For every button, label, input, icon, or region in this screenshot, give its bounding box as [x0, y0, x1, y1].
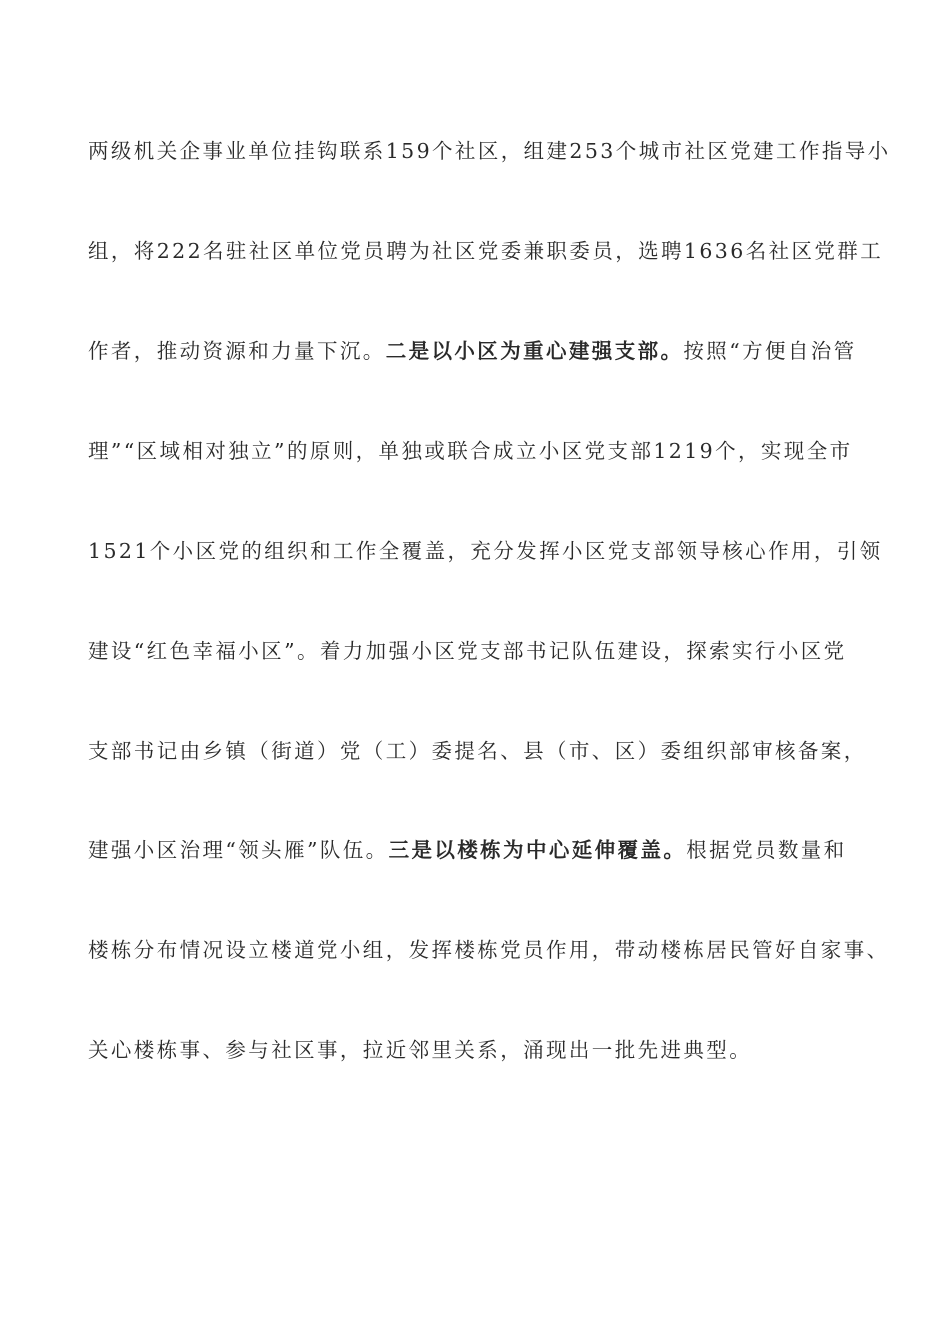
paragraph-line: 两级机关企事业单位挂钩联系159个社区，组建253个城市社区党建工作指导小 — [88, 139, 891, 163]
paragraph-line — [88, 836, 888, 864]
paragraph-line: 支部书记由乡镇（街道）党（工）委提名、县（市、区）委组织部审核备案， — [88, 739, 867, 763]
paragraph-line: 关心楼栋事、参与社区事，拉近邻里关系，涌现出一批先进典型。 — [88, 1038, 753, 1062]
line-text: 建强小区治理“领头雁”队伍。 — [88, 838, 389, 862]
paragraph-line: 1521个小区党的组织和工作全覆盖，充分发挥小区党支部领导核心作用，引领 — [88, 539, 883, 563]
line-text: 按照“方便自治管 — [683, 339, 857, 363]
line-text: 根据党员数量和 — [686, 838, 847, 862]
paragraph-line: 组，将222名驻社区单位党员聘为社区党委兼职委员，选聘1636名社区党群工 — [88, 239, 884, 263]
paragraph-line — [88, 337, 888, 365]
bold-heading: 二是以小区为重心建强支部。 — [385, 339, 684, 363]
bold-heading: 三是以楼栋为中心延伸覆盖。 — [388, 838, 687, 862]
paragraph-line: 理”“区域相对独立”的原则，单独或联合成立小区党支部1219个，实现全市 — [88, 439, 853, 463]
paragraph-line: 楼栋分布情况设立楼道党小组，发挥楼栋党员作用，带动楼栋居民管好自家事、 — [88, 938, 890, 962]
paragraph-line: 建设“红色幸福小区”。着力加强小区党支部书记队伍建设，探索实行小区党 — [88, 639, 847, 663]
line-text: 作者，推动资源和力量下沉。 — [88, 339, 386, 363]
